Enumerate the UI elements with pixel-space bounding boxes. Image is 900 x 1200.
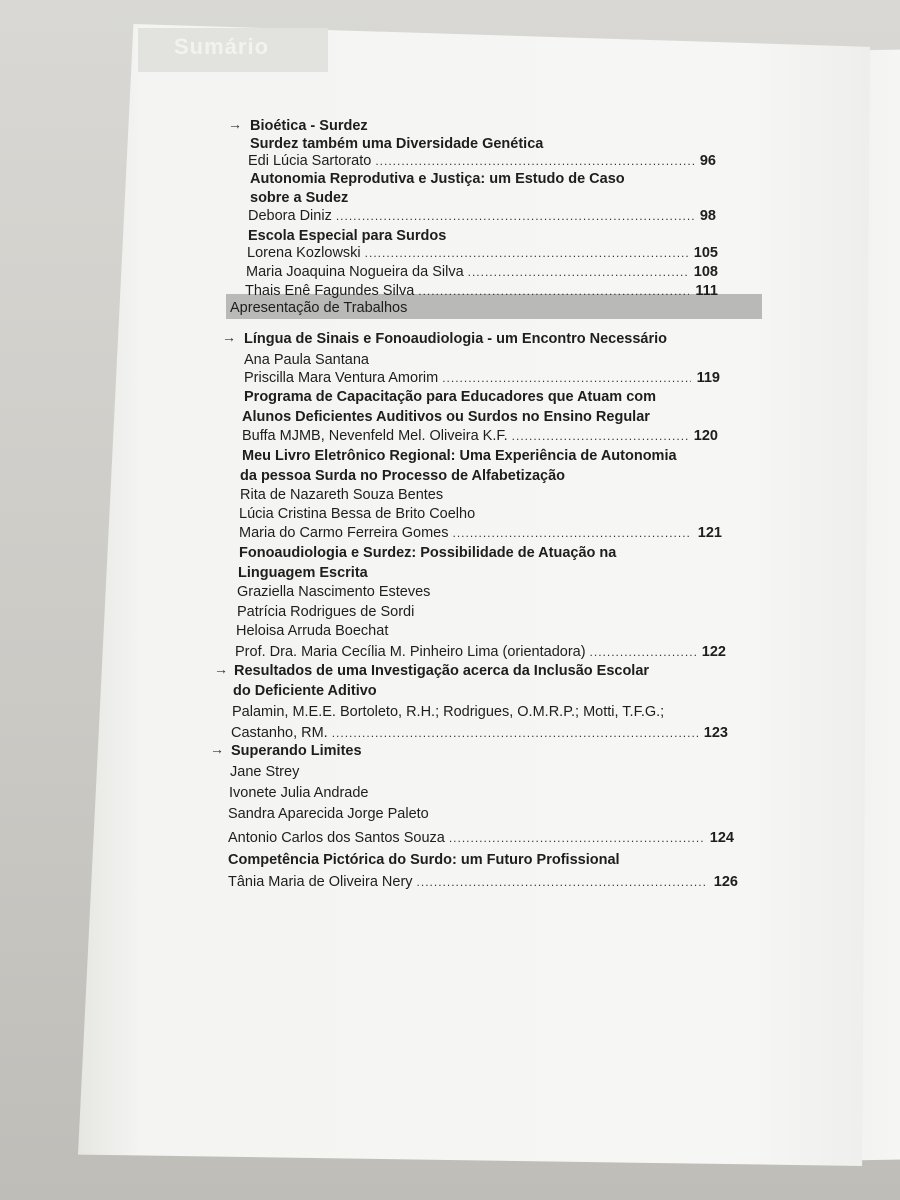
toc-entry-title (250, 118, 368, 134)
toc-entry-author (239, 506, 475, 522)
toc-entry-text: do Deficiente Aditivo (233, 683, 377, 699)
page-number: 121 (697, 525, 722, 541)
toc-entry-author (248, 208, 716, 224)
arrow-marker-icon: → (214, 661, 228, 677)
toc-entry-text: Graziella Nascimento Esteves (237, 584, 431, 600)
toc-entry-text: Patrícia Rodrigues de Sordi (237, 604, 415, 620)
toc-entry-text: Fonoaudiologia e Surdez: Possibilidade de Atuação na (239, 545, 617, 561)
page-number: 122 (701, 644, 726, 660)
toc-entry-author (231, 725, 728, 741)
page-number: 111 (695, 283, 718, 299)
page-number: 120 (693, 428, 718, 444)
toc-entry-title (244, 389, 656, 405)
toc-entry-title (234, 663, 649, 679)
page-number: 98 (699, 208, 716, 224)
toc-entry-text: Tânia Maria de Oliveira Nery (228, 874, 413, 890)
toc-entry-text: Antonio Carlos dos Santos Souza (228, 830, 445, 846)
toc-entry-text: Priscilla Mara Ventura Amorim (244, 370, 439, 386)
dot-leader (453, 526, 692, 540)
dot-leader (512, 429, 688, 443)
toc-entry-title (250, 136, 543, 152)
toc-entry-text: Linguagem Escrita (238, 565, 368, 581)
dot-leader (417, 875, 708, 889)
toc-entry-text: Lorena Kozlowski (247, 245, 361, 261)
dot-leader (336, 209, 694, 223)
page-number: 108 (693, 264, 718, 280)
toc-entry-text: Maria Joaquina Nogueira da Silva (246, 264, 464, 280)
arrow-marker-icon: → (222, 329, 236, 345)
toc-entry-author (228, 830, 734, 846)
toc-entry-text: Surdez também uma Diversidade Genética (250, 136, 544, 152)
page-number: 126 (713, 874, 738, 890)
toc-entry-title (242, 409, 650, 425)
toc-entry-text: Competência Pictórica do Surdo: um Futuro Profissional (228, 852, 620, 868)
toc-entry-title (248, 228, 446, 244)
toc-entry-author (237, 604, 414, 620)
toc-entry-text: Escola Especial para Surdos (248, 228, 447, 244)
toc-entry-author (242, 428, 718, 444)
toc-entry-author (228, 806, 429, 822)
toc-entry-title (242, 448, 677, 464)
toc-entry-author (244, 352, 369, 368)
dot-leader (590, 645, 696, 659)
toc-entry-text: Ivonete Julia Andrade (229, 785, 369, 801)
page-number: 119 (696, 370, 720, 386)
dot-leader (365, 246, 688, 260)
toc-entry-author (236, 623, 388, 639)
page-number: 124 (709, 830, 734, 846)
toc-entry-author (229, 785, 368, 801)
toc-entry-author (246, 264, 718, 280)
page-number: 123 (703, 725, 728, 741)
toc-entry-text: sobre a Sudez (250, 190, 349, 206)
dot-leader (468, 265, 688, 279)
toc-entry-text: Palamin, M.E.E. Bortoleto, R.H.; Rodrigues, O.M.R.P.; Motti, T.F.G.; (232, 704, 665, 720)
dot-leader (449, 831, 704, 845)
toc-entry-text: Sandra Aparecida Jorge Paleto (228, 806, 429, 822)
toc-entry-text: Prof. Dra. Maria Cecília M. Pinheiro Lima (orientadora) (235, 644, 586, 660)
toc-entry-text: Heloisa Arruda Boechat (236, 623, 389, 639)
toc-entry-title (250, 190, 348, 206)
toc-entry-author (244, 370, 720, 386)
toc-entry-text: Lúcia Cristina Bessa de Brito Coelho (239, 506, 476, 522)
toc-entry-title (228, 852, 620, 868)
toc-entry-author (235, 644, 726, 660)
toc-entry-text: Maria do Carmo Ferreira Gomes (239, 525, 449, 541)
dot-leader (375, 154, 694, 168)
toc-entry-title (231, 743, 362, 759)
page-number: 96 (699, 153, 716, 169)
toc-entry-text: Edi Lúcia Sartorato (248, 153, 372, 169)
toc-entry-text: Bioética - Surdez (250, 118, 368, 134)
arrow-marker-icon: → (210, 741, 224, 757)
toc-entry-text: Alunos Deficientes Auditivos ou Surdos no Ensino Regular (242, 409, 650, 425)
toc-entry-title (244, 331, 667, 347)
section-heading: Apresentação de Trabalhos (230, 300, 408, 316)
toc-entry-author (247, 245, 718, 261)
toc-entry-title (238, 565, 368, 581)
toc-entry-author (237, 584, 430, 600)
toc-entry-title (240, 468, 565, 484)
toc-entry-author (230, 764, 299, 780)
header-title: Sumário (174, 34, 270, 59)
toc-entry-text: Debora Diniz (248, 208, 332, 224)
toc-entry-author (239, 525, 722, 541)
toc-entry-author (248, 153, 716, 169)
toc-entry-text: Língua de Sinais e Fonoaudiologia - um Encontro Necessário (244, 331, 667, 347)
toc-entry-title (239, 545, 616, 561)
toc-entry-text: Castanho, RM. (231, 725, 328, 741)
toc-entry-text: Superando Limites (231, 743, 362, 759)
dot-leader (442, 371, 690, 385)
page-number: 105 (693, 245, 718, 261)
toc-entry-text: Ana Paula Santana (244, 352, 369, 368)
toc-entry-author (232, 704, 664, 720)
toc-entry-text: Meu Livro Eletrônico Regional: Uma Experiência de Autonomia (242, 448, 677, 464)
dot-leader (418, 284, 689, 298)
toc-entry-text: Jane Strey (230, 764, 300, 780)
arrow-marker-icon: → (228, 116, 242, 132)
toc-entry-title (250, 171, 625, 187)
toc-entry-text: Thais Enê Fagundes Silva (245, 283, 415, 299)
toc-entry-author (240, 487, 443, 503)
toc-entry-title (233, 683, 377, 699)
toc-entry-author (228, 874, 738, 890)
toc-entry-text: Rita de Nazareth Souza Bentes (240, 487, 444, 503)
toc-entry-author (245, 283, 718, 299)
toc-entry-text: Buffa MJMB, Nevenfeld Mel. Oliveira K.F. (242, 428, 508, 444)
toc-entry-text: da pessoa Surda no Processo de Alfabetização (240, 468, 566, 484)
toc-entry-text: Resultados de uma Investigação acerca da Inclusão Escolar (234, 663, 650, 679)
toc-entry-text: Programa de Capacitação para Educadores que Atuam com (244, 389, 657, 405)
dot-leader (332, 726, 698, 740)
toc-entry-text: Autonomia Reprodutiva e Justiça: um Estudo de Caso (250, 171, 625, 187)
